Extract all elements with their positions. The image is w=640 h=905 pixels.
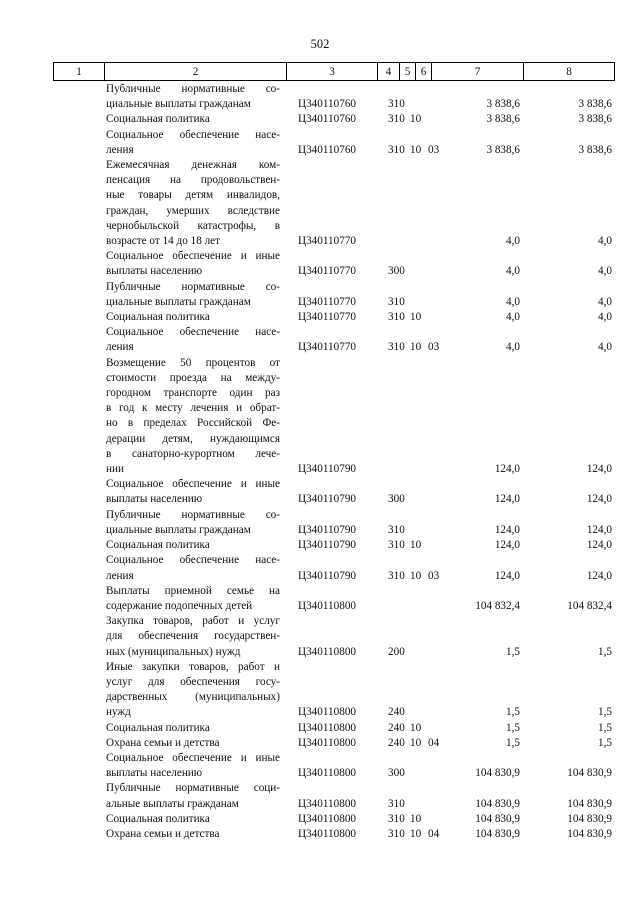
row-name-line: Публичные нормативные со- [106, 83, 280, 95]
row-col6: 04 [428, 736, 440, 749]
row-value-8: 124,0 [586, 523, 612, 536]
row-name-line: выплаты населению [106, 493, 203, 506]
table-row [0, 553, 640, 583]
row-name-line: услуг для обеспечения госу- [106, 675, 280, 688]
row-value-7: 124,0 [494, 463, 520, 476]
row-code: Ц340110800 [298, 797, 357, 810]
row-name-line: выплаты населению [106, 265, 203, 278]
row-name-line: Выплаты приемной семье на [106, 584, 280, 597]
row-col5: 10 [410, 539, 422, 552]
row-name [106, 751, 280, 781]
column-header-1: 1 [54, 63, 105, 81]
table-row [0, 751, 640, 781]
row-name [106, 736, 280, 751]
row-name [106, 325, 280, 355]
row-value-8: 4,0 [598, 311, 612, 324]
row-value-7: 3 838,6 [486, 143, 520, 156]
row-value-8: 4,0 [598, 341, 612, 354]
column-header-row [54, 63, 615, 81]
table-row [0, 781, 640, 811]
column-header-3: 3 [287, 63, 378, 81]
row-code: Ц340110800 [298, 812, 357, 825]
row-code: Ц340110800 [298, 736, 357, 749]
row-name [106, 310, 280, 325]
row-name-line: циальные выплаты гражданам [106, 523, 251, 536]
table-row [0, 477, 640, 507]
row-col4: 310 [388, 295, 405, 308]
row-value-8: 1,5 [598, 645, 612, 658]
row-name [106, 553, 280, 583]
row-col5: 10 [410, 311, 422, 324]
row-name-line: нии [106, 463, 124, 476]
row-name [106, 827, 280, 842]
row-col4: 300 [388, 265, 405, 278]
table-row [0, 325, 640, 355]
table-row [0, 249, 640, 279]
table-row [0, 310, 640, 325]
row-name-line: городном транспорте один раз [106, 387, 280, 400]
row-value-7: 104 830,9 [475, 827, 520, 840]
table-row [0, 538, 640, 553]
row-code: Ц340110790 [298, 539, 357, 552]
row-code: Ц340110790 [298, 523, 357, 536]
row-name-line: Публичные нормативные соци- [106, 782, 280, 795]
row-value-8: 4,0 [598, 265, 612, 278]
row-name-line: ления [106, 569, 134, 582]
row-name-line: дарственных (муниципальных) [106, 691, 280, 704]
row-code: Ц340110770 [298, 235, 357, 248]
row-value-8: 3 838,6 [578, 113, 612, 126]
table-row [0, 736, 640, 751]
row-col4: 310 [388, 539, 405, 552]
row-value-7: 124,0 [494, 523, 520, 536]
row-name-line: возрасте от 14 до 18 лет [106, 235, 221, 248]
row-name-line: стоимости проезда на между- [106, 371, 280, 384]
row-name [106, 82, 280, 112]
row-col4: 310 [388, 98, 405, 111]
row-name-line: в год к месту лечения и обрат- [106, 402, 280, 415]
row-code: Ц340110800 [298, 721, 357, 734]
row-col6: 03 [428, 143, 440, 156]
row-col5: 10 [410, 721, 422, 734]
row-value-7: 104 830,9 [475, 812, 520, 825]
row-name-line: Возмещение 50 процентов от [106, 356, 280, 369]
row-name-line: циальные выплаты гражданам [106, 295, 251, 308]
row-col5: 10 [410, 812, 422, 825]
table-row [0, 128, 640, 158]
row-name-line: циальные выплаты гражданам [106, 98, 251, 111]
row-code: Ц340110770 [298, 295, 357, 308]
row-code: Ц340110760 [298, 98, 357, 111]
row-name-line: Социальное обеспечение насе- [106, 326, 280, 339]
row-name-line: ления [106, 341, 134, 354]
row-code: Ц340110770 [298, 341, 357, 354]
row-value-7: 104 832,4 [475, 599, 520, 612]
column-header-6: 6 [416, 63, 432, 81]
row-name-line: Социальная политика [106, 812, 210, 825]
row-value-8: 104 832,4 [567, 599, 612, 612]
row-col4: 310 [388, 812, 405, 825]
table-row [0, 280, 640, 310]
row-name [106, 721, 280, 736]
row-col4: 310 [388, 143, 405, 156]
row-value-7: 4,0 [506, 341, 520, 354]
row-col4: 300 [388, 493, 405, 506]
row-name-line: Закупка товаров, работ и услуг [106, 615, 280, 628]
row-col4: 310 [388, 827, 405, 840]
row-name [106, 356, 280, 478]
row-name-line: ные товары детям инвалидов, [106, 189, 280, 202]
row-col4: 310 [388, 523, 405, 536]
row-value-7: 3 838,6 [486, 98, 520, 111]
row-col4: 200 [388, 645, 405, 658]
row-value-8: 104 830,9 [567, 812, 612, 825]
row-code: Ц340110760 [298, 113, 357, 126]
table-row [0, 721, 640, 736]
row-name-line: Иные закупки товаров, работ и [106, 660, 280, 673]
row-name-line: нужд [106, 706, 131, 719]
table-row [0, 660, 640, 721]
row-name-line: Социальное обеспечение насе- [106, 554, 280, 567]
row-value-8: 3 838,6 [578, 98, 612, 111]
table-row [0, 827, 640, 842]
row-name-line: чернобыльской катастрофы, в [106, 219, 280, 232]
row-name [106, 477, 280, 507]
row-value-8: 3 838,6 [578, 143, 612, 156]
row-code: Ц340110800 [298, 645, 357, 658]
row-col4: 310 [388, 311, 405, 324]
row-name-line: но в пределах Российской Фе- [106, 417, 280, 430]
row-col5: 10 [410, 827, 422, 840]
row-name-line: Социальное обеспечение насе- [106, 128, 280, 141]
row-value-7: 4,0 [506, 295, 520, 308]
column-header-5: 5 [400, 63, 416, 81]
row-value-7: 4,0 [506, 235, 520, 248]
table-row [0, 356, 640, 478]
row-value-7: 1,5 [506, 706, 520, 719]
row-value-8: 1,5 [598, 736, 612, 749]
row-col5: 10 [410, 341, 422, 354]
column-header-table [53, 62, 615, 81]
row-name-line: альные выплаты гражданам [106, 797, 239, 810]
column-header-2: 2 [105, 63, 287, 81]
row-name-line: выплаты населению [106, 767, 203, 780]
row-code: Ц340110790 [298, 569, 357, 582]
row-name-line: Социальная политика [106, 721, 210, 734]
row-code: Ц340110790 [298, 463, 357, 476]
row-value-7: 124,0 [494, 569, 520, 582]
row-value-8: 1,5 [598, 721, 612, 734]
row-name [106, 812, 280, 827]
table-row [0, 112, 640, 127]
row-value-7: 104 830,9 [475, 767, 520, 780]
row-name-line: Социальное обеспечение и иные [106, 478, 280, 491]
row-col6: 04 [428, 827, 440, 840]
row-name [106, 614, 280, 660]
row-col4: 310 [388, 113, 405, 126]
row-value-8: 104 830,9 [567, 797, 612, 810]
row-name-line: для обеспечения государствен- [106, 630, 280, 643]
row-value-7: 1,5 [506, 721, 520, 734]
row-col4: 300 [388, 767, 405, 780]
row-name-line: в санаторно-курортном лече- [106, 447, 280, 460]
row-name [106, 249, 280, 279]
budget-table-body [0, 82, 640, 842]
row-name-line: граждан, умерших вследствие [106, 204, 280, 217]
row-name-line: пенсация на продовольствен- [106, 174, 280, 187]
row-col4: 310 [388, 797, 405, 810]
column-header-8: 8 [524, 63, 615, 81]
row-value-8: 104 830,9 [567, 767, 612, 780]
row-name-line: Ежемесячная денежная ком- [106, 159, 280, 172]
page-number: 502 [310, 37, 330, 51]
row-name-line: Социальное обеспечение и иные [106, 751, 280, 764]
row-value-7: 104 830,9 [475, 797, 520, 810]
row-name [106, 660, 280, 721]
row-name [106, 781, 280, 811]
row-code: Ц340110800 [298, 599, 357, 612]
row-col6: 03 [428, 569, 440, 582]
row-col5: 10 [410, 736, 422, 749]
row-value-8: 124,0 [586, 539, 612, 552]
row-value-7: 4,0 [506, 265, 520, 278]
row-code: Ц340110770 [298, 265, 357, 278]
row-value-8: 1,5 [598, 706, 612, 719]
row-col5: 10 [410, 113, 422, 126]
row-code: Ц340110770 [298, 311, 357, 324]
row-col4: 240 [388, 706, 405, 719]
row-code: Ц340110800 [298, 706, 357, 719]
row-name-line: Социальное обеспечение и иные [106, 250, 280, 263]
row-code: Ц340110760 [298, 143, 357, 156]
row-name-line: Публичные нормативные со- [106, 280, 280, 293]
row-name-line: Социальная политика [106, 539, 210, 552]
row-value-8: 104 830,9 [567, 827, 612, 840]
column-header-4: 4 [378, 63, 400, 81]
row-name [106, 112, 280, 127]
row-value-7: 1,5 [506, 645, 520, 658]
row-value-8: 4,0 [598, 235, 612, 248]
row-value-7: 1,5 [506, 736, 520, 749]
row-name-line: Публичные нормативные со- [106, 508, 280, 521]
row-name [106, 538, 280, 553]
row-col4: 310 [388, 341, 405, 354]
row-col5: 10 [410, 569, 422, 582]
row-name-line: дерации детям, нуждающимся [106, 432, 280, 445]
table-row [0, 158, 640, 249]
row-value-8: 124,0 [586, 493, 612, 506]
row-name [106, 584, 280, 614]
row-col5: 10 [410, 143, 422, 156]
row-name-line: Социальная политика [106, 311, 210, 324]
row-value-7: 124,0 [494, 539, 520, 552]
row-name-line: Социальная политика [106, 113, 210, 126]
row-name [106, 280, 280, 310]
row-code: Ц340110800 [298, 827, 357, 840]
row-name [106, 128, 280, 158]
row-value-7: 3 838,6 [486, 113, 520, 126]
row-col4: 310 [388, 569, 405, 582]
column-header-7: 7 [432, 63, 524, 81]
row-name-line: содержание подопечных детей [106, 599, 253, 612]
row-name [106, 508, 280, 538]
table-row [0, 812, 640, 827]
table-row [0, 614, 640, 660]
row-col6: 03 [428, 341, 440, 354]
table-row [0, 508, 640, 538]
table-row [0, 82, 640, 112]
row-name-line: ления [106, 143, 134, 156]
row-value-7: 124,0 [494, 493, 520, 506]
row-name-line: Охрана семьи и детства [106, 827, 220, 840]
row-value-8: 124,0 [586, 569, 612, 582]
row-name [106, 158, 280, 249]
row-col4: 240 [388, 736, 405, 749]
row-value-8: 124,0 [586, 463, 612, 476]
row-value-7: 4,0 [506, 311, 520, 324]
row-col4: 240 [388, 721, 405, 734]
row-value-8: 4,0 [598, 295, 612, 308]
row-name-line: ных (муниципальных) нужд [106, 645, 241, 658]
row-name-line: Охрана семьи и детства [106, 736, 220, 749]
row-code: Ц340110800 [298, 767, 357, 780]
table-row [0, 584, 640, 614]
row-code: Ц340110790 [298, 493, 357, 506]
